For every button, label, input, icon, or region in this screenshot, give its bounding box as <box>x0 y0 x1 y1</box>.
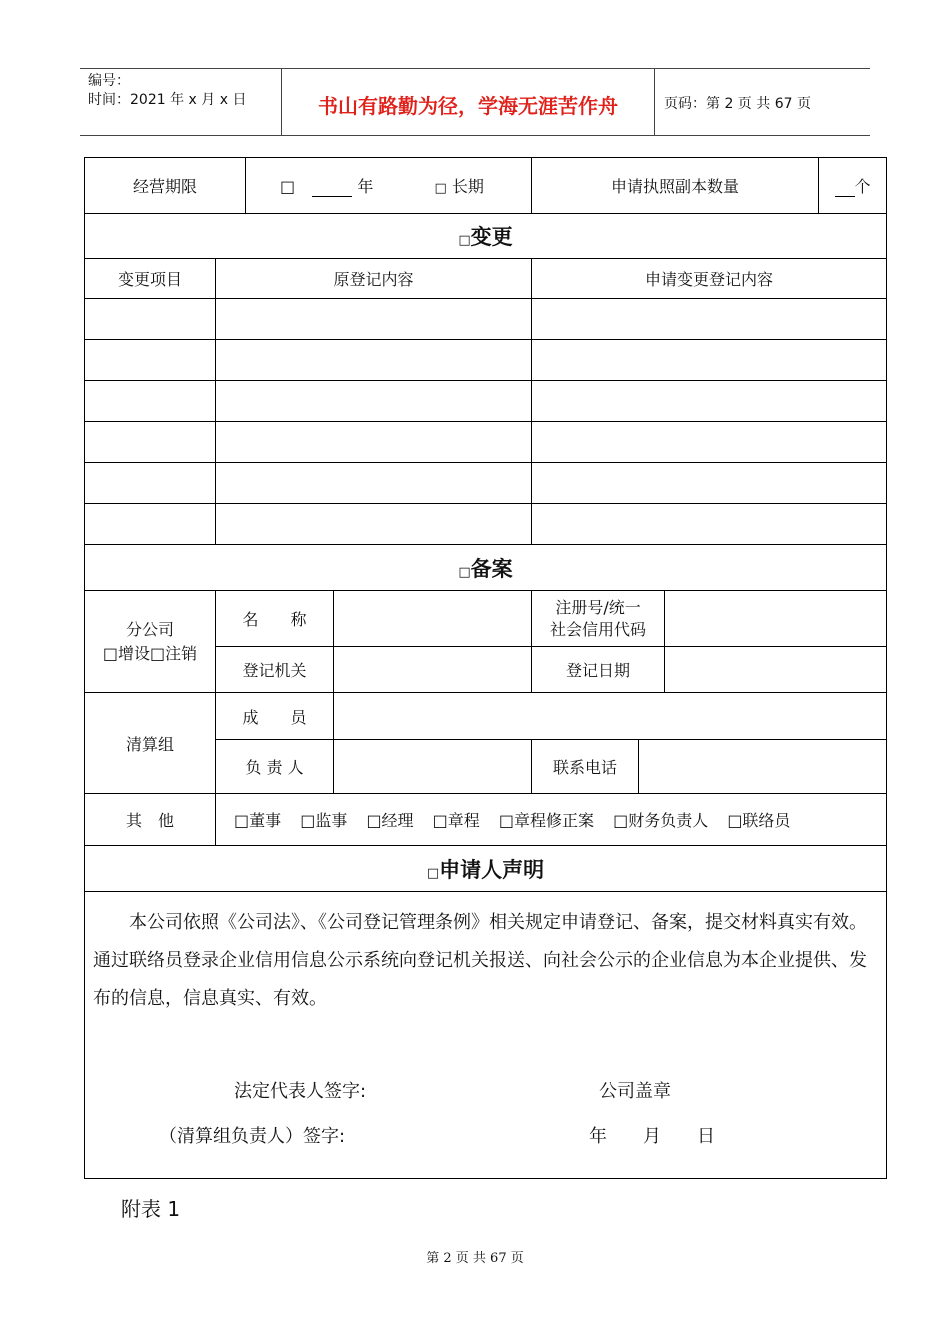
declaration-text: 本公司依照《公司法》、《公司登记管理条例》相关规定申请登记、备案，提交材料真实有效。通过联络员登录企业信用信息公示系统向登记机关报送、向社会公示的企业信息为本企业提供、发布的信息，信息真实、有效。 <box>93 912 867 1009</box>
signature-area <box>93 1018 878 1178</box>
declaration-section-title <box>85 846 887 892</box>
table-row <box>85 504 887 545</box>
signature-date: 年 月 日 <box>589 1126 715 1147</box>
original-content-cell[interactable] <box>216 504 532 545</box>
header-motto: 书山有路勤为径，学海无涯苦作舟 <box>318 94 618 118</box>
header-meta <box>88 72 246 110</box>
new-content-cell[interactable] <box>532 504 887 545</box>
page-footer: 第 2 页 共 67 页 <box>426 1251 524 1266</box>
change-item-cell[interactable] <box>85 504 216 545</box>
new-content-header: 申请变更登记内容 <box>532 259 887 299</box>
phone-field[interactable] <box>639 740 887 794</box>
copies-count <box>819 158 887 214</box>
change-title-text: 变更 <box>470 225 513 249</box>
reg-no-label-line1: 注册号/统一 <box>555 597 641 617</box>
leader-label: 负 责 人 <box>216 740 334 794</box>
copies-unit: 个 <box>854 177 871 196</box>
original-content-header: 原登记内容 <box>216 259 532 299</box>
declaration-checkbox[interactable]: □ <box>426 865 440 881</box>
option-articles[interactable]: □章程 <box>432 811 480 830</box>
change-item-cell[interactable] <box>85 463 216 504</box>
legal-rep-signature-label: 法定代表人签字: <box>234 1081 367 1102</box>
header-top-rule <box>80 68 870 69</box>
original-content-cell[interactable] <box>216 340 532 381</box>
other-row <box>85 794 887 846</box>
reg-no-label <box>532 591 665 647</box>
long-term-checkbox[interactable]: □ <box>434 181 447 196</box>
registration-form <box>84 157 887 1179</box>
new-content-cell[interactable] <box>532 340 887 381</box>
branch-row-1 <box>85 591 887 647</box>
table-row <box>85 381 887 422</box>
liquidation-signature-label: （清算组负责人）签字: <box>159 1126 346 1147</box>
header-divider <box>281 68 282 136</box>
original-content-cell[interactable] <box>216 463 532 504</box>
term-options <box>246 158 532 214</box>
members-field[interactable] <box>334 693 887 740</box>
branch-name-label: 名 称 <box>216 591 334 647</box>
other-options <box>216 794 887 846</box>
header-page-info: 页码：第 2 页 共 67 页 <box>664 96 811 112</box>
company-seal-label: 公司盖章 <box>599 1081 671 1102</box>
year-blank[interactable] <box>312 196 352 197</box>
change-section-header <box>85 214 887 259</box>
header-bottom-rule <box>80 135 870 136</box>
reg-no-field[interactable] <box>665 591 887 647</box>
option-articles-amendment[interactable]: □章程修正案 <box>498 811 594 830</box>
branch-options[interactable]: □增设□注销 <box>102 643 198 663</box>
authority-label: 登记机关 <box>216 647 334 693</box>
option-manager[interactable]: □经理 <box>366 811 414 830</box>
new-content-cell[interactable] <box>532 381 887 422</box>
reg-no-label-line2: 社会信用代码 <box>550 619 647 639</box>
option-supervisor[interactable]: □监事 <box>300 811 348 830</box>
table-row <box>85 340 887 381</box>
authority-field[interactable] <box>334 647 532 693</box>
change-item-header: 变更项目 <box>85 259 216 299</box>
table-row <box>85 463 887 504</box>
filing-checkbox[interactable]: □ <box>458 564 471 580</box>
liquidation-row-1 <box>85 693 887 740</box>
change-item-cell[interactable] <box>85 340 216 381</box>
term-row <box>85 158 887 214</box>
other-label: 其 他 <box>85 794 216 846</box>
branch-label <box>85 591 216 693</box>
members-label: 成 员 <box>216 693 334 740</box>
reg-date-label: 登记日期 <box>532 647 665 693</box>
change-column-headers <box>85 259 887 299</box>
original-content-cell[interactable] <box>216 381 532 422</box>
declaration-body <box>85 892 887 1179</box>
appendix-label: 附表 1 <box>121 1197 181 1221</box>
branch-name-field[interactable] <box>334 591 532 647</box>
copies-label: 申请执照副本数量 <box>532 158 819 214</box>
option-director[interactable]: □董事 <box>234 811 282 830</box>
filing-section-header <box>85 545 887 591</box>
leader-field[interactable] <box>334 740 532 794</box>
copies-blank[interactable] <box>835 196 855 197</box>
phone-label: 联系电话 <box>532 740 639 794</box>
liquidation-label: 清算组 <box>85 693 216 794</box>
new-content-cell[interactable] <box>532 422 887 463</box>
change-item-cell[interactable] <box>85 422 216 463</box>
change-item-cell[interactable] <box>85 381 216 422</box>
year-checkbox[interactable]: □ <box>280 177 296 196</box>
document-time: 时间：2021 年 x 月 x 日 <box>88 92 247 108</box>
original-content-cell[interactable] <box>216 299 532 340</box>
declaration-section-header <box>85 846 887 892</box>
table-row <box>85 422 887 463</box>
change-checkbox[interactable]: □ <box>458 233 471 248</box>
filing-title-text: 备案 <box>470 556 513 581</box>
original-content-cell[interactable] <box>216 422 532 463</box>
filing-section-title <box>85 545 887 591</box>
new-content-cell[interactable] <box>532 299 887 340</box>
new-content-cell[interactable] <box>532 463 887 504</box>
option-liaison[interactable]: □联络员 <box>727 811 791 830</box>
option-finance-officer[interactable]: □财务负责人 <box>613 811 709 830</box>
table-row <box>85 299 887 340</box>
document-number: 编号： <box>88 73 130 89</box>
branch-label-title: 分公司 <box>125 619 174 639</box>
declaration-body-row <box>85 892 887 1179</box>
change-section-title <box>85 214 887 259</box>
declaration-title-text: 申请人声明 <box>439 857 545 882</box>
header-divider <box>654 68 655 136</box>
reg-date-field[interactable] <box>665 647 887 693</box>
term-label: 经营期限 <box>85 158 246 214</box>
change-item-cell[interactable] <box>85 299 216 340</box>
long-term-label: 长期 <box>451 177 484 196</box>
year-unit: 年 <box>357 177 374 196</box>
